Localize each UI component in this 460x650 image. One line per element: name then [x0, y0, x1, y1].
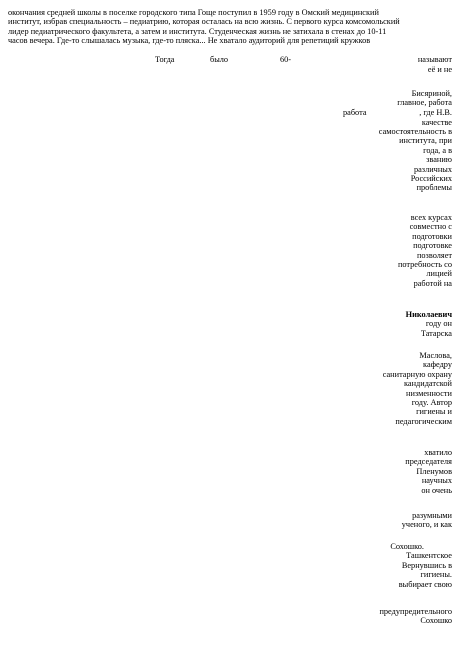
text-line: Бисяриной,: [411, 89, 452, 98]
text-line: Татарска: [420, 328, 452, 338]
fragment-word: Тогда: [155, 55, 175, 64]
fragment-word: называют: [417, 55, 452, 64]
text-line: подготовке: [413, 241, 452, 251]
text-line: Сохошко.: [390, 542, 424, 551]
text-line: совместно с: [409, 222, 452, 232]
text-line: , где Н.В.: [419, 108, 452, 117]
right-text-block-4: [332, 213, 452, 288]
bold-name: Николаевич: [405, 310, 452, 319]
text-line: гигиены и: [416, 407, 452, 417]
right-text-block-1: [332, 65, 452, 74]
right-text-block-7: [332, 448, 452, 495]
intro-line: лидер педиатрического факультета, а затем и института. Студенческая жизнь не затихала в стенах до 10-11: [8, 26, 387, 36]
right-text-block-9: [332, 542, 452, 589]
text-line: Российских: [410, 173, 452, 183]
text-line: позволяет: [416, 250, 452, 260]
fragment-word: 60-: [280, 55, 292, 64]
text-line: различных: [413, 164, 452, 174]
text-line: Вернувшись в: [401, 560, 452, 570]
text-line: он очень: [421, 485, 452, 495]
text-line: работой на: [413, 278, 452, 288]
fragment-line: [8, 55, 452, 65]
text-line: лицией: [426, 269, 452, 279]
text-line: её и не: [427, 65, 452, 74]
right-text-block-work: [332, 108, 452, 117]
intro-paragraph: [8, 8, 452, 46]
fragment-word: было: [210, 55, 229, 64]
text-line: подготовки: [412, 231, 452, 241]
text-line: научных: [421, 476, 452, 486]
text-line: предупредительного: [379, 607, 452, 616]
text-line: году он: [425, 319, 452, 329]
text-line: проблемы: [416, 183, 452, 193]
text-line: качестве: [421, 117, 452, 127]
text-line: Сохошко: [420, 616, 452, 626]
right-text-block-8: [332, 511, 452, 530]
right-text-block-3: [332, 118, 452, 193]
text-line: хватило: [424, 448, 452, 457]
intro-line: часов вечера. Где-то слышалась музыка, где-то пляска... Не хватало аудиторий для репетиций кружков: [8, 36, 371, 46]
text-line: года, а в: [423, 145, 452, 155]
text-line: самостоятельность в: [378, 126, 452, 136]
text-line: Пленумов: [416, 466, 452, 476]
text-line: педагогическим: [395, 416, 452, 426]
text-line: кафедру: [423, 360, 452, 370]
text-line: санитарную охрану: [382, 369, 452, 379]
text-line: института, при: [399, 136, 452, 146]
text-line: низменности: [406, 388, 452, 398]
text-line: году. Автор: [411, 398, 452, 408]
right-text-block-5: [332, 310, 452, 338]
text-line: всех курсах: [410, 213, 452, 222]
text-line: гигиены.: [420, 570, 452, 580]
text-line: выбирает свою: [398, 579, 452, 589]
intro-line: институт, избрав специальность – педиатрию, которая осталась на всю жизнь. С первого курса комсомольский: [8, 17, 400, 27]
text-line: званию: [426, 155, 452, 165]
text-line: Ташкентское: [406, 551, 452, 561]
text-line: председателя: [405, 457, 452, 467]
text-line: потребность со: [397, 260, 452, 270]
text-line: ученого, и как: [401, 520, 452, 530]
right-text-block-6: [332, 351, 452, 426]
text-fragment: работа: [343, 108, 367, 117]
right-text-block-10: [332, 607, 452, 626]
text-line: разумными: [412, 511, 452, 520]
text-line: главное, работа: [397, 98, 452, 108]
intro-line: окончания средней школы в поселке городского типа Гоще поступил в 1959 году в Омский медицинский: [8, 8, 379, 17]
text-line: Маслова,: [419, 351, 452, 360]
text-line: кандидатской: [404, 379, 452, 389]
right-text-block-2: [332, 89, 452, 108]
